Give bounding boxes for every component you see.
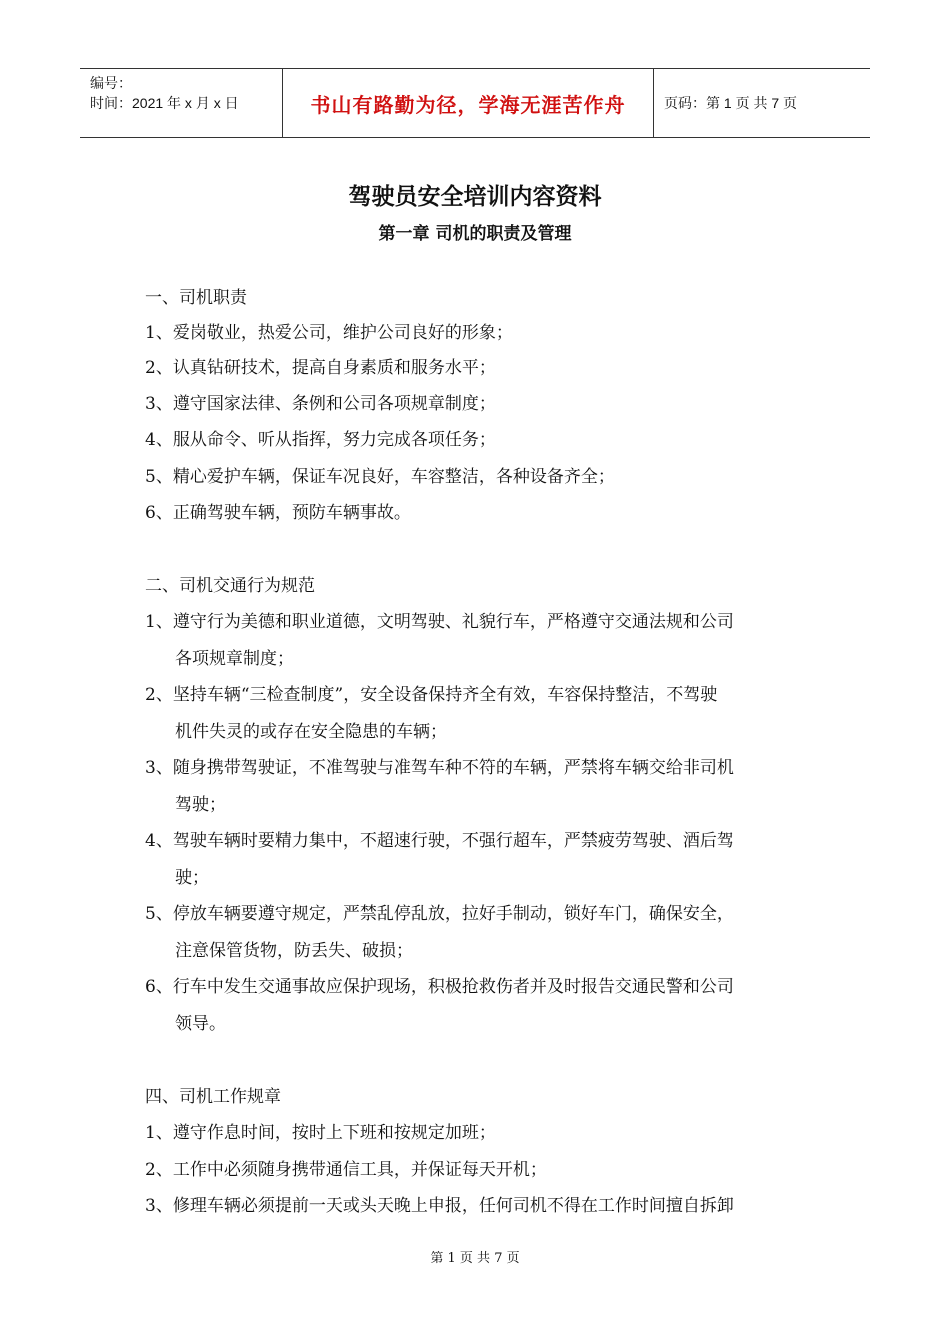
header-meta <box>80 69 282 137</box>
list-item: 5、停放车辆要遵守规定，严禁乱停乱放，拉好手制动，锁好车门，确保安全， <box>145 904 734 924</box>
list-item-continuation: 机件失灵的或存在安全隐患的车辆； <box>175 722 447 742</box>
list-item: 6、正确驾驶车辆，预防车辆事故。 <box>145 503 411 523</box>
list-item: 3、修理车辆必须提前一天或头天晚上申报，任何司机不得在工作时间擅自拆卸 <box>145 1196 734 1216</box>
section-heading: 一、司机职责 <box>145 288 247 308</box>
header-page-cell <box>654 69 870 137</box>
list-item: 2、工作中必须随身携带通信工具，并保证每天开机； <box>145 1160 547 1180</box>
list-item: 5、精心爱护车辆，保证车况良好，车容整洁，各种设备齐全； <box>145 467 615 487</box>
page-label: 页码：第 1 页 共 7 页 <box>664 95 798 111</box>
list-item: 2、坚持车辆“三检查制度”，安全设备保持齐全有效，车容保持整洁，不驾驶 <box>145 685 718 705</box>
list-item: 4、服从命令、听从指挥，努力完成各项任务； <box>145 430 496 450</box>
list-item: 2、认真钻研技术，提高自身素质和服务水平； <box>145 358 496 378</box>
list-item: 3、随身携带驾驶证，不准驾驶与准驾车种不符的车辆，严禁将车辆交给非司机 <box>145 758 734 778</box>
list-item-continuation: 驾驶； <box>175 795 226 815</box>
list-item: 4、驾驶车辆时要精力集中，不超速行驶，不强行超车，严禁疲劳驾驶、酒后驾 <box>145 831 734 851</box>
list-item-continuation: 领导。 <box>175 1014 226 1034</box>
list-item-continuation: 驶； <box>175 868 209 888</box>
document-header <box>80 68 870 138</box>
page-footer: 第 1 页 共 7 页 <box>430 1251 520 1266</box>
list-item-continuation: 注意保管货物，防丢失、破损； <box>175 941 413 961</box>
list-item: 3、遵守国家法律、条例和公司各项规章制度； <box>145 394 496 414</box>
document-title: 驾驶员安全培训内容资料 <box>348 183 602 210</box>
header-motto-cell <box>282 69 654 137</box>
list-item: 1、爱岗敬业，热爱公司，维护公司良好的形象； <box>145 323 513 343</box>
number-label: 编号： <box>90 75 132 91</box>
section-heading: 二、司机交通行为规范 <box>145 576 315 596</box>
section-heading: 四、司机工作规章 <box>145 1087 281 1107</box>
list-item: 1、遵守行为美德和职业道德，文明驾驶、礼貌行车，严格遵守交通法规和公司 <box>145 612 734 632</box>
time-label: 时间：2021 年 x 月 x 日 <box>90 95 239 111</box>
chapter-title: 第一章 司机的职责及管理 <box>378 224 572 244</box>
list-item-continuation: 各项规章制度； <box>175 649 294 669</box>
list-item: 6、行车中发生交通事故应保护现场，积极抢救伤者并及时报告交通民警和公司 <box>145 977 734 997</box>
list-item: 1、遵守作息时间，按时上下班和按规定加班； <box>145 1123 496 1143</box>
motto: 书山有路勤为径，学海无涯苦作舟 <box>310 92 626 117</box>
